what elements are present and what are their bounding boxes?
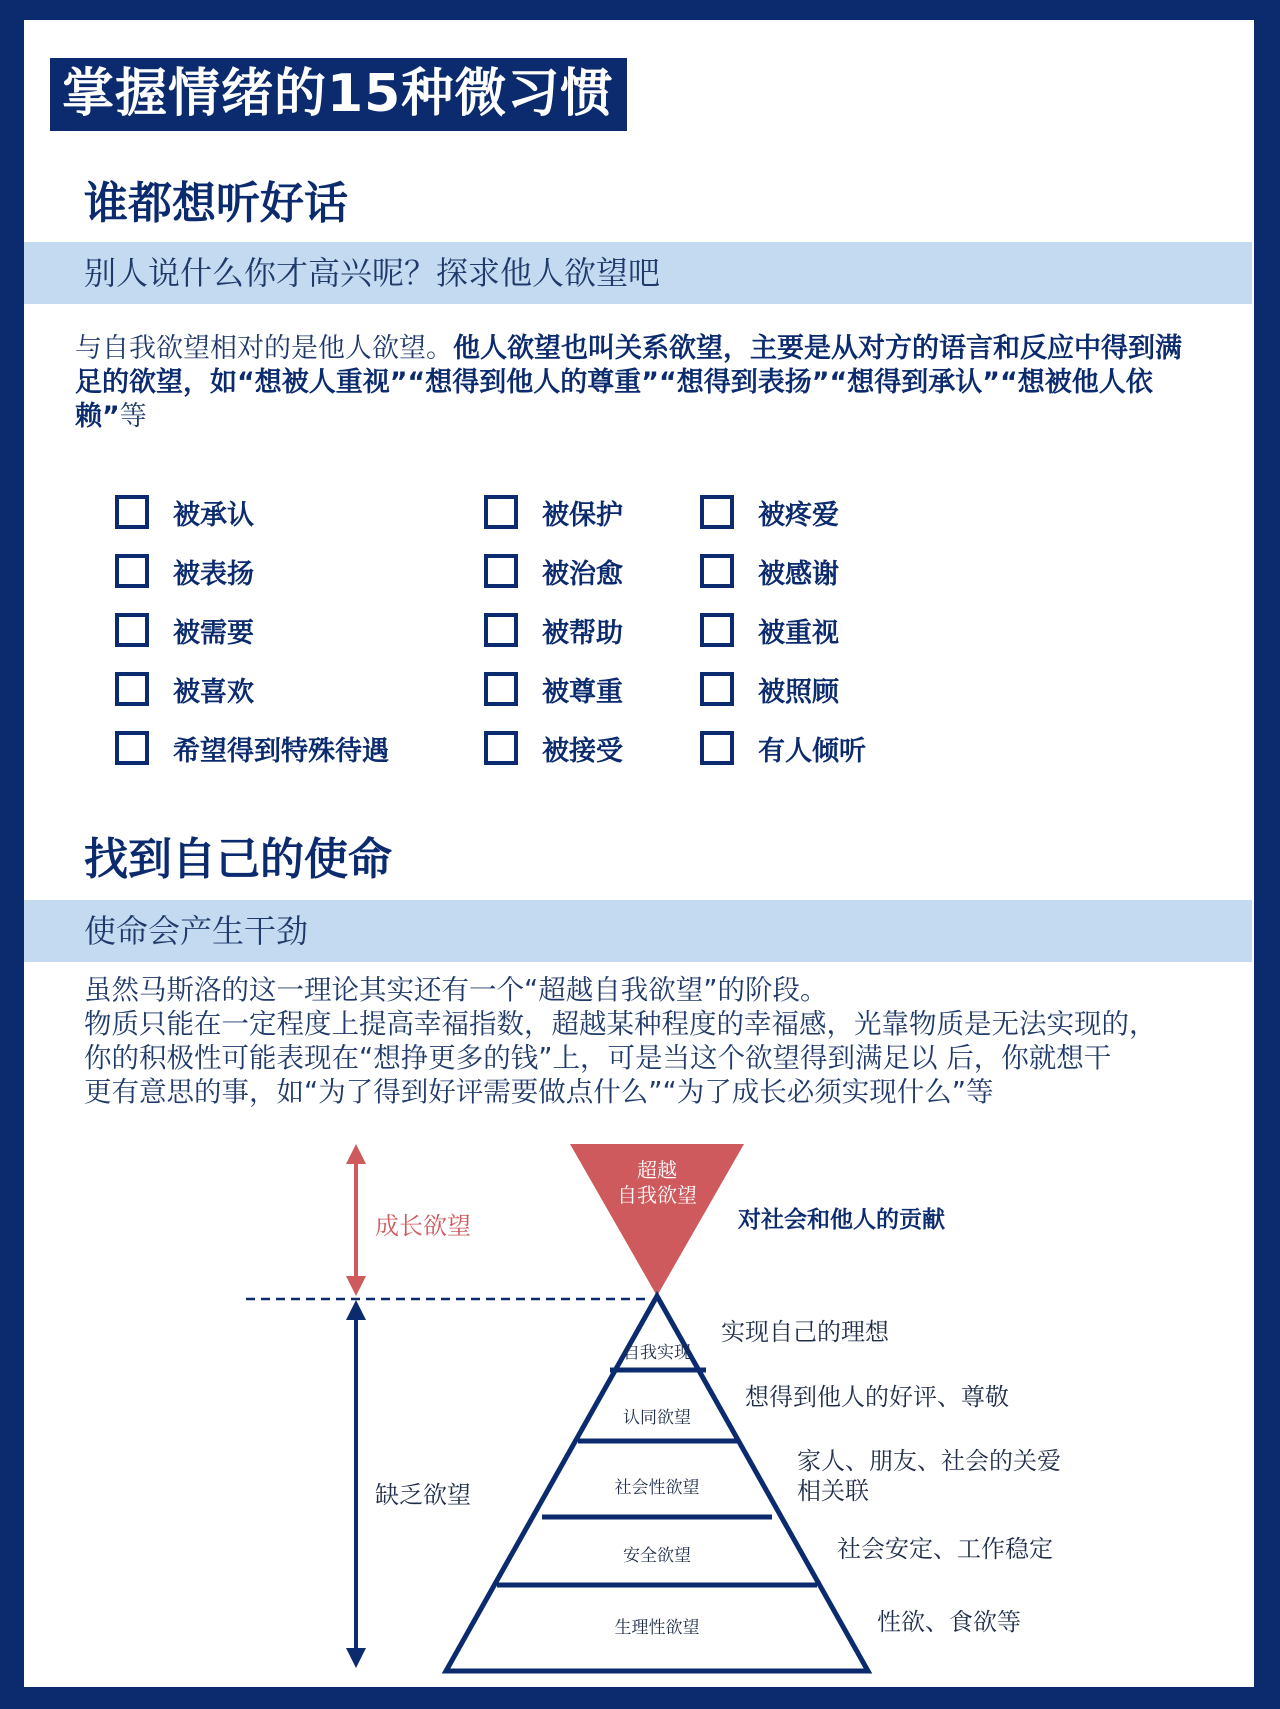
deficiency-label: 缺乏欲望 [375,1481,471,1509]
top-note: 对社会和他人的贡献 [738,1207,945,1233]
level-label: 安全欲望 [623,1546,691,1566]
checklist-label: 被治愈 [542,558,623,590]
section1-band-text: 别人说什么你才高兴呢？探求他人欲望吧 [84,254,661,292]
growth-arrow-head-down [346,1276,366,1296]
level-note: 实现自己的理想 [721,1318,889,1346]
checklist-label: 被尊重 [542,676,623,708]
level-note: 家人、朋友、社会的关爱 [797,1447,1061,1475]
paragraph-lead: 与自我欲望相对的是他人欲望。 [75,333,453,364]
transcendence-line1: 超越 [637,1158,677,1182]
paragraph-line: 虽然马斯洛的这一理论其实还有一个“超越自我欲望”的阶段。 [84,974,828,1006]
checklist-label: 被需要 [173,617,254,649]
checklist-label: 被帮助 [542,617,623,649]
level-note: 想得到他人的好评、尊敬 [745,1383,1009,1411]
deficiency-arrow-head-up [346,1300,366,1320]
section1-heading: 谁都想听好话 [84,178,348,229]
level-label: 自我实现 [623,1343,691,1363]
checklist-label: 被保护 [542,499,623,531]
checklist-label: 被接受 [542,735,623,767]
growth-label: 成长欲望 [375,1212,471,1240]
transcendence-label [570,1158,744,1208]
checklist-label: 被喜欢 [173,676,254,708]
deficiency-arrow-head-down [346,1648,366,1668]
growth-arrow-head-up [346,1144,366,1164]
checklist-label: 被照顾 [758,676,839,708]
checklist-label: 有人倾听 [758,735,866,767]
page-title: 掌握情绪的15种微习惯 [50,58,627,131]
checklist-label: 被重视 [758,617,839,649]
checklist-label: 被承认 [173,499,254,531]
checklist-label: 被疼爱 [758,499,839,531]
checklist-label: 被表扬 [173,558,254,590]
level-label: 社会性欲望 [614,1478,700,1498]
paragraph-line: 你的积极性可能表现在“想挣更多的钱”上，可是当这个欲望得到满足以 后，你就想干 [84,1042,1112,1074]
paragraph-line: 更有意思的事，如“为了得到好评需要做点什么”“为了成长必须实现什么”等 [84,1076,994,1108]
paragraph-tail: 等 [119,401,147,432]
paragraph-line: 物质只能在一定程度上提高幸福指数，超越某种程度的幸福感，光靠物质是无法实现的， [84,1008,1157,1040]
section2-band-text: 使命会产生干劲 [84,912,309,950]
level-note: 性欲、食欲等 [877,1608,1021,1636]
checklist-label: 被感谢 [758,558,839,590]
level-label: 生理性欲望 [614,1618,700,1638]
checklist-label: 希望得到特殊待遇 [173,735,389,767]
paragraph-bold: 他人欲望也叫关系欲望，主要是从对方的语言和反应中得到满足的欲望，如“想被人重视”“想得到他人的尊重”“想得到表扬”“想得到承认”“想被他人依赖” [75,333,1182,432]
level-label: 认同欲望 [623,1408,691,1428]
level-note: 社会安定、工作稳定 [837,1535,1053,1563]
level-note-line2: 相关联 [797,1477,869,1505]
section2-heading: 找到自己的使命 [84,834,392,885]
transcendence-line2: 自我欲望 [617,1183,697,1207]
